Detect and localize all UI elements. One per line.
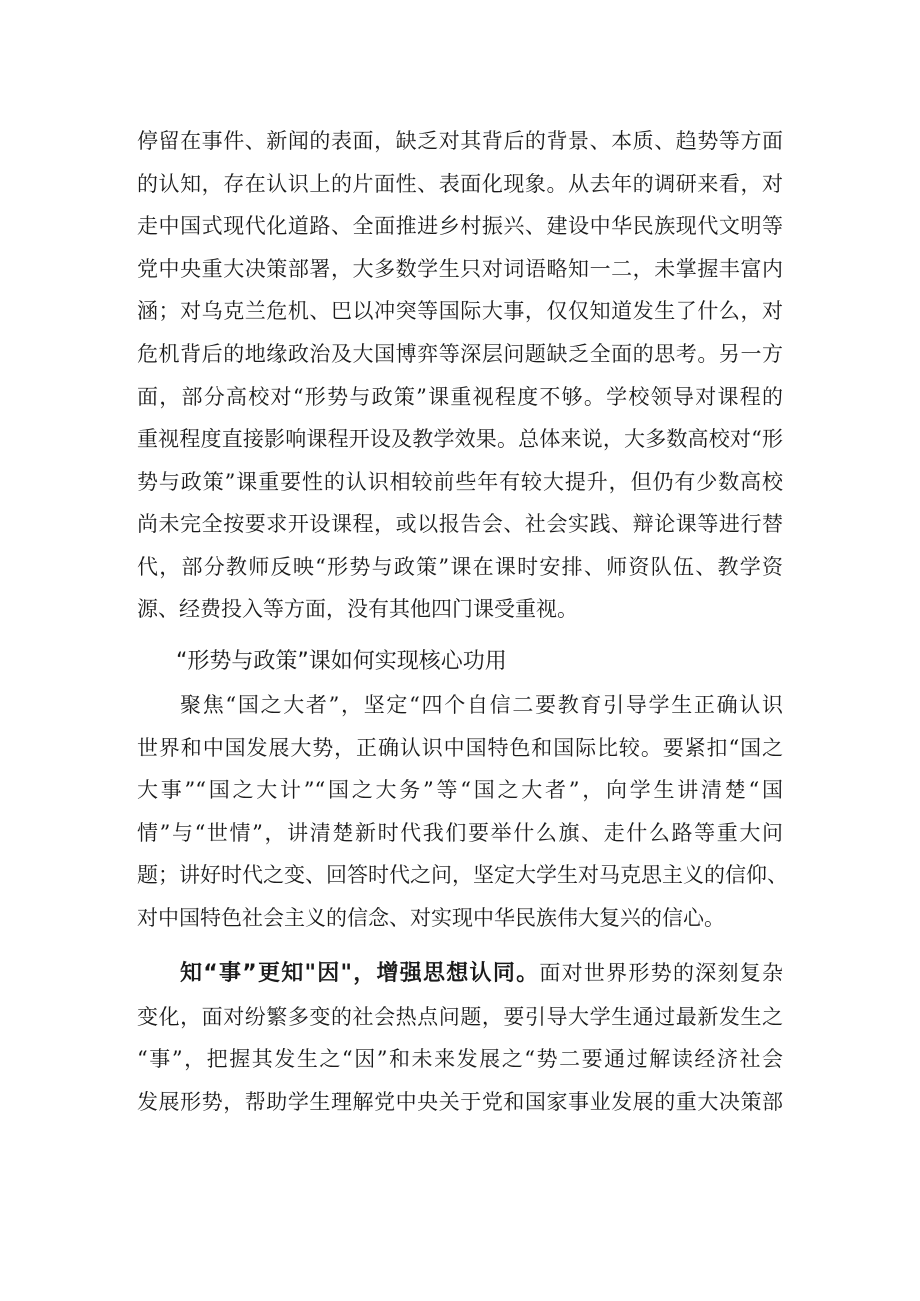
paragraph-line xyxy=(180,958,783,988)
paragraph-line: 情”与“世情”，讲清楚新时代我们要举什么旗、走什么路等重大问 xyxy=(137,821,783,845)
paragraph-line: 涵；对乌克兰危机、巴以冲突等国际大事，仅仅知道发生了什么，对 xyxy=(137,299,783,323)
paragraph-line: 停留在事件、新闻的表面，缺乏对其背后的背景、本质、趋势等方面 xyxy=(137,129,783,153)
bold-lead-sentence: 知“事”更知"因"，增强思想认同。 xyxy=(180,961,540,986)
paragraph-line: 走中国式现代化道路、全面推进乡村振兴、建设中华民族现代文明等 xyxy=(137,214,783,238)
paragraph-line: 大事”“国之大计”“国之大务”等“国之大者”，向学生讲清楚“国 xyxy=(137,778,783,802)
paragraph-line: 题；讲好时代之变、回答时代之问，坚定大学生对马克思主义的信仰、 xyxy=(137,863,788,887)
paragraph-line: 世界和中国发展大势，正确认识中国特色和国际比较。要紧扣“国之 xyxy=(137,736,783,760)
paragraph-line: 发展形势，帮助学生理解党中央关于党和国家事业发展的重大决策部 xyxy=(137,1090,783,1114)
paragraph-line: 党中央重大决策部署，大多数学生只对词语略知一二，未掌握丰富内 xyxy=(137,257,783,281)
paragraph-line: 代，部分教师反映“形势与政策”课在课时安排、师资队伍、教学资 xyxy=(137,555,783,579)
paragraph-line: 面，部分高校对“形势与政策”课重视程度不够。学校领导对课程的 xyxy=(137,385,783,409)
section-heading: “形势与政策”课如何实现核心功用 xyxy=(176,649,507,674)
paragraph-line: “事”，把握其发生之“因”和未来发展之“势二要通过解读经济社会 xyxy=(137,1047,783,1071)
paragraph-line: 重视程度直接影响课程开设及教学效果。总体来说，大多数高校对“形 xyxy=(137,427,783,451)
paragraph-line: 势与政策”课重要性的认识相较前些年有较大提升，但仍有少数高校 xyxy=(137,470,783,494)
paragraph-line: 危机背后的地缘政治及大国博弈等深层问题缺乏全面的思考。另一方 xyxy=(137,342,783,366)
paragraph-line: 尚未完全按要求开设课程，或以报告会、社会实践、辩论课等进行替 xyxy=(137,512,783,536)
paragraph-text: 面对世界形势的深刻复杂 xyxy=(539,961,784,985)
paragraph-line: 聚焦“国之大者”，坚定“四个自信二要教育引导学生正确认识 xyxy=(180,693,783,717)
paragraph-line: 源、经费投入等方面，没有其他四门课受重视。 xyxy=(137,597,578,621)
paragraph-line: 对中国特色社会主义的信念、对实现中华民族伟大复兴的信心。 xyxy=(137,906,725,930)
paragraph-line: 的认知，存在认识上的片面性、表面化现象。从去年的调研来看，对 xyxy=(137,172,783,196)
paragraph-line: 变化，面对纷繁多变的社会热点问题，要引导大学生通过最新发生之 xyxy=(137,1005,783,1029)
